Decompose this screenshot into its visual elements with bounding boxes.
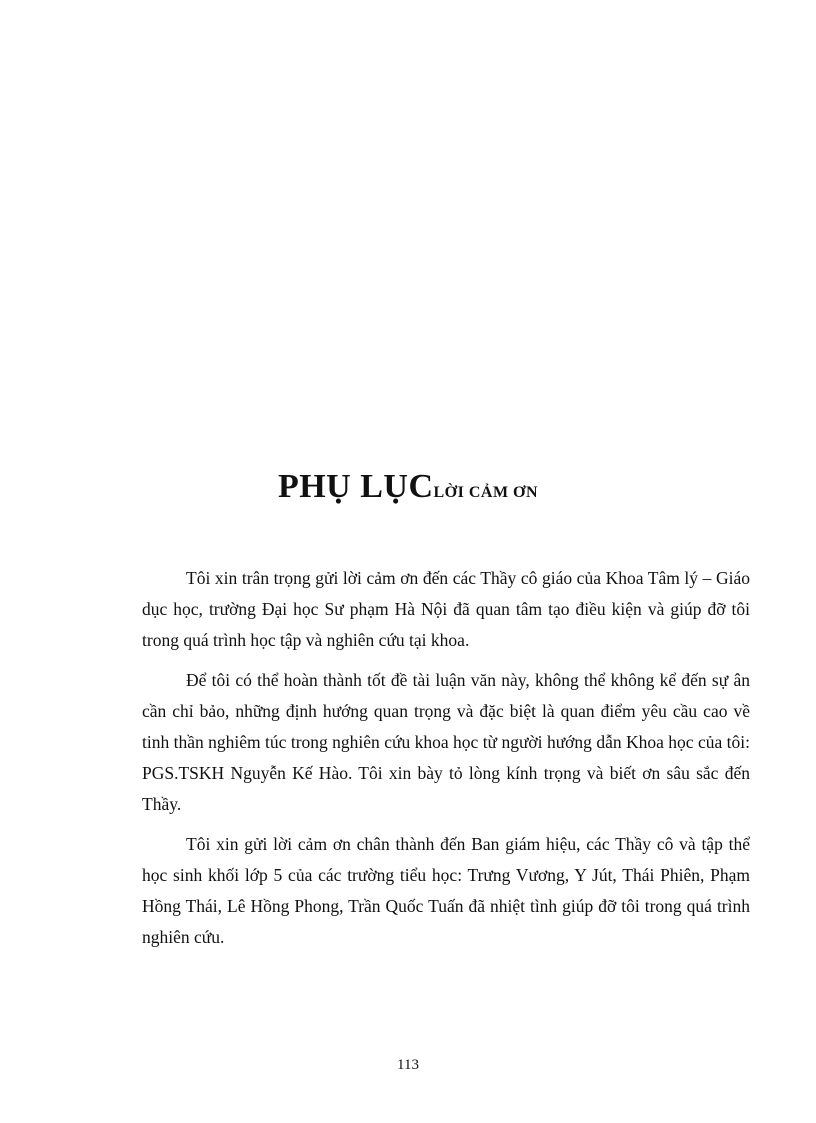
appendix-title: PHỤ LỤC <box>277 468 434 505</box>
page-number: 113 <box>397 1057 419 1073</box>
acknowledgement-body <box>142 563 750 962</box>
acknowledgement-title: LỜI CẢM ƠN <box>433 484 539 501</box>
page-heading <box>0 470 816 504</box>
paragraph-1: Tôi xin trân trọng gửi lời cảm ơn đến các Thầy cô giáo của Khoa Tâm lý – Giáo dục học, trường Đại học Sư phạm Hà Nội đã quan tâm tạo điều kiện và giúp đỡ tôi trong quá trình học tập và nghiên cứu tại khoa. <box>142 568 750 650</box>
paragraph-3: Tôi xin gửi lời cảm ơn chân thành đến Ban giám hiệu, các Thầy cô và tập thể học sinh khối lớp 5 của các trường tiểu học: Trưng Vương, Y Jút, Thái Phiên, Phạm Hồng Thái, Lê Hồng Phong, Trần Quốc Tuấn đã nhiệt tình giúp đỡ tôi trong quá trình nghiên cứu. <box>142 834 750 947</box>
paragraph-2: Để tôi có thể hoàn thành tốt đề tài luận văn này, không thể không kể đến sự ân cần chỉ bảo, những định hướng quan trọng và đặc biệt là quan điểm yêu cầu cao về tinh thần nghiêm túc trong nghiên cứu khoa học từ người hướng dẫn Khoa học của tôi: PGS.TSKH Nguyễn Kế Hào. Tôi xin bày tỏ lòng kính trọng và biết ơn sâu sắc đến Thầy. <box>142 670 750 814</box>
